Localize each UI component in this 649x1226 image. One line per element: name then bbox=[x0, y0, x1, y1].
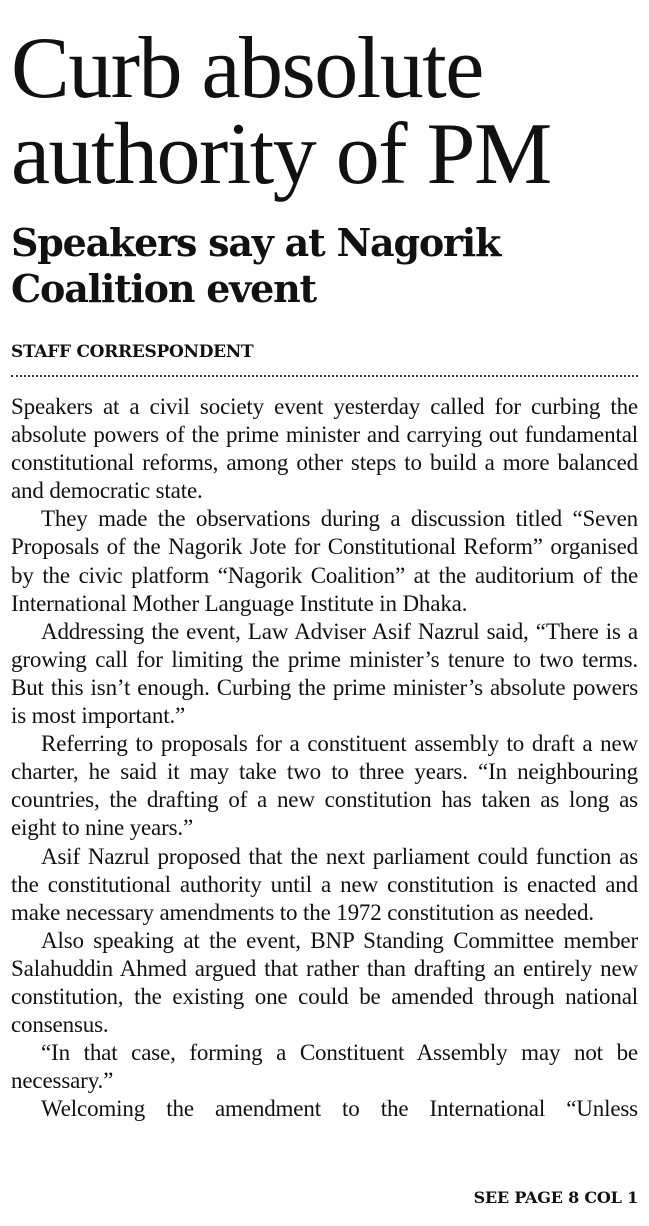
continued-on-page-line: SEE PAGE 8 COL 1 bbox=[473, 1188, 638, 1207]
paragraph: Referring to proposals for a constituent assembly to draft a new charter, he said it may take two to three years. “In neighbouring countries, the drafting of a new constitution has taken as long as eight to nine years.” bbox=[11, 731, 638, 841]
dotted-divider bbox=[11, 375, 638, 377]
paragraph: Asif Nazrul proposed that the next parliament could function as the constitutional authority until a new constitution is enacted and make necessary amendments to the 1972 constitution as needed. bbox=[11, 843, 638, 925]
article-body bbox=[11, 393, 638, 1123]
paragraph: Welcoming the amendment to the International “Unless bbox=[41, 1096, 638, 1122]
paragraph: Speakers at a civil society event yesterday called for curbing the absolute powers of the prime minister and carrying out fundamental constitutional reforms, among other steps to build a more balanced and democratic state. bbox=[11, 394, 638, 504]
paragraph: Also speaking at the event, BNP Standing Committee member Salahuddin Ahmed argued that rather than drafting an entirely new constitution, the existing one could be amended through national consensus. bbox=[11, 927, 638, 1038]
byline: STAFF CORRESPONDENT bbox=[11, 342, 254, 362]
paragraph: Addressing the event, Law Adviser Asif Nazrul said, “There is a growing call for limiting the prime minister’s tenure to two terms. But this isn’t enough. Curbing the prime minister’s absolute powers is most important.” bbox=[11, 618, 638, 729]
paragraph: They made the observations during a discussion titled “Seven Proposals of the Nagorik Jote for Constitutional Reform” organised by the civic platform “Nagorik Coalition” at the auditorium of the International Mother Language Institute in Dhaka. bbox=[11, 506, 638, 616]
headline: Curb absolute authority of PM bbox=[11, 20, 551, 203]
subheadline: Speakers say at Nagorik Coalition event bbox=[11, 220, 501, 311]
paragraph: “In that case, forming a Constituent Assembly may not be necessary.” bbox=[11, 1040, 638, 1094]
